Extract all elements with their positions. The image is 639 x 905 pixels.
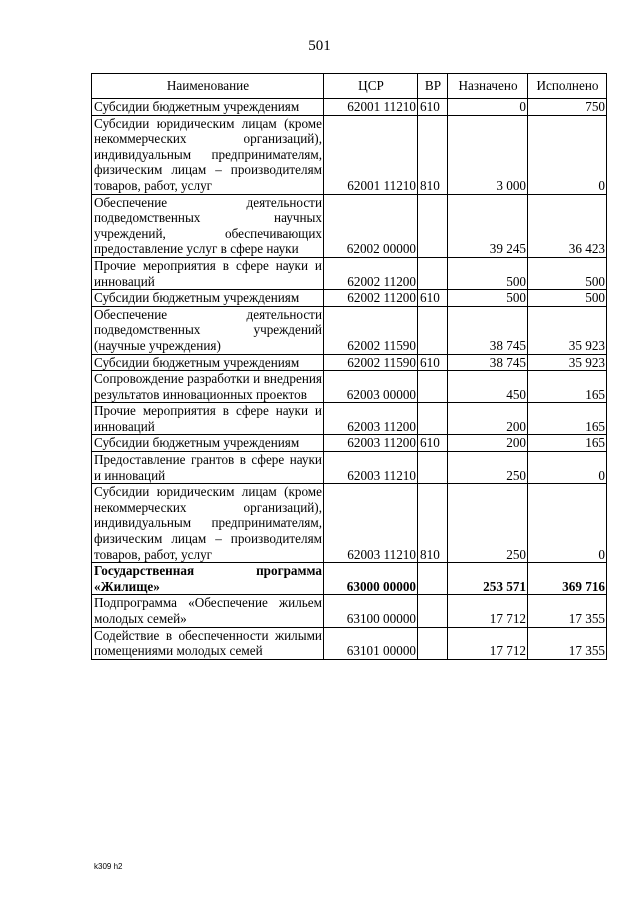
cell-executed: 165	[528, 403, 607, 435]
table-row	[92, 627, 607, 659]
table-row	[92, 306, 607, 354]
cell-executed: 17 355	[528, 627, 607, 659]
cell-executed: 165	[528, 435, 607, 452]
cell-name: Прочие мероприятия в сфере науки и инноваций	[92, 403, 324, 435]
cell-assigned: 450	[448, 371, 528, 403]
cell-vr	[418, 257, 448, 289]
cell-assigned: 500	[448, 290, 528, 307]
cell-csr: 63100 00000	[324, 595, 418, 627]
cell-csr: 62003 00000	[324, 371, 418, 403]
cell-csr: 63000 00000	[324, 563, 418, 595]
cell-assigned: 500	[448, 257, 528, 289]
cell-name: Субсидии бюджетным учреждениям	[92, 354, 324, 371]
cell-assigned: 250	[448, 452, 528, 484]
cell-csr: 62002 11590	[324, 306, 418, 354]
cell-assigned: 39 245	[448, 194, 528, 257]
table-row	[92, 257, 607, 289]
table-row	[92, 354, 607, 371]
cell-assigned: 200	[448, 403, 528, 435]
cell-executed: 750	[528, 99, 607, 116]
cell-csr: 62003 11200	[324, 435, 418, 452]
cell-name: Подпрограмма «Обеспечение жильем молодых семей»	[92, 595, 324, 627]
table-row	[92, 563, 607, 595]
header-assigned: Назначено	[448, 74, 528, 99]
cell-executed: 35 923	[528, 306, 607, 354]
header-vr: ВР	[418, 74, 448, 99]
cell-assigned: 250	[448, 484, 528, 563]
cell-csr: 62003 11210	[324, 452, 418, 484]
cell-name: Субсидии бюджетным учреждениям	[92, 290, 324, 307]
cell-name: Прочие мероприятия в сфере науки и инноваций	[92, 257, 324, 289]
table-row	[92, 403, 607, 435]
table-row	[92, 290, 607, 307]
cell-name: Субсидии юридическим лицам (кроме некоммерческих организаций), индивидуальным предпринимателям, физическим лицам – производителям товаров, работ, услуг	[92, 115, 324, 194]
header-executed: Исполнено	[528, 74, 607, 99]
cell-vr: 610	[418, 290, 448, 307]
table-row	[92, 194, 607, 257]
cell-csr: 62002 11200	[324, 290, 418, 307]
table-row	[92, 115, 607, 194]
cell-assigned: 17 712	[448, 627, 528, 659]
page-number: 501	[308, 38, 331, 54]
cell-assigned: 200	[448, 435, 528, 452]
cell-assigned: 17 712	[448, 595, 528, 627]
cell-csr: 63101 00000	[324, 627, 418, 659]
header-name: Наименование	[92, 74, 324, 99]
budget-table	[91, 73, 607, 660]
cell-assigned: 38 745	[448, 306, 528, 354]
table-row	[92, 435, 607, 452]
cell-vr	[418, 452, 448, 484]
cell-csr: 62002 11200	[324, 257, 418, 289]
cell-vr	[418, 306, 448, 354]
cell-vr	[418, 371, 448, 403]
cell-vr	[418, 563, 448, 595]
table-row	[92, 452, 607, 484]
cell-executed: 0	[528, 452, 607, 484]
table-row	[92, 595, 607, 627]
table-row	[92, 99, 607, 116]
cell-executed: 165	[528, 371, 607, 403]
cell-executed: 35 923	[528, 354, 607, 371]
table-header-row	[92, 74, 607, 99]
cell-vr: 610	[418, 99, 448, 116]
cell-vr	[418, 194, 448, 257]
footer-code: k309 h2	[94, 862, 123, 871]
cell-vr	[418, 595, 448, 627]
cell-assigned: 253 571	[448, 563, 528, 595]
table-row	[92, 484, 607, 563]
cell-name: Сопровождение разработки и внедрения результатов инновационных проектов	[92, 371, 324, 403]
cell-executed: 0	[528, 484, 607, 563]
cell-executed: 369 716	[528, 563, 607, 595]
cell-vr: 610	[418, 354, 448, 371]
cell-executed: 500	[528, 257, 607, 289]
table-body	[92, 99, 607, 660]
cell-name: Предоставление грантов в сфере науки и инноваций	[92, 452, 324, 484]
cell-name: Субсидии бюджетным учреждениям	[92, 99, 324, 116]
cell-vr: 810	[418, 115, 448, 194]
cell-vr	[418, 403, 448, 435]
cell-executed: 17 355	[528, 595, 607, 627]
cell-executed: 500	[528, 290, 607, 307]
cell-vr: 610	[418, 435, 448, 452]
cell-name: Субсидии бюджетным учреждениям	[92, 435, 324, 452]
header-csr: ЦСР	[324, 74, 418, 99]
cell-vr: 810	[418, 484, 448, 563]
cell-assigned: 0	[448, 99, 528, 116]
cell-name: Субсидии юридическим лицам (кроме некоммерческих организаций), индивидуальным предпринимателям, физическим лицам – производителям товаров, работ, услуг	[92, 484, 324, 563]
cell-executed: 0	[528, 115, 607, 194]
cell-name: Содействие в обеспеченности жилыми помещениями молодых семей	[92, 627, 324, 659]
cell-csr: 62001 11210	[324, 115, 418, 194]
cell-assigned: 38 745	[448, 354, 528, 371]
cell-executed: 36 423	[528, 194, 607, 257]
cell-name: Государственная программа «Жилище»	[92, 563, 324, 595]
cell-assigned: 3 000	[448, 115, 528, 194]
cell-name: Обеспечение деятельности подведомственных научных учреждений, обеспечивающих предоставление услуг в сфере науки	[92, 194, 324, 257]
table-row	[92, 371, 607, 403]
cell-csr: 62002 00000	[324, 194, 418, 257]
cell-vr	[418, 627, 448, 659]
cell-csr: 62001 11210	[324, 99, 418, 116]
cell-csr: 62002 11590	[324, 354, 418, 371]
cell-csr: 62003 11200	[324, 403, 418, 435]
cell-csr: 62003 11210	[324, 484, 418, 563]
cell-name: Обеспечение деятельности подведомственных учреждений (научные учреждения)	[92, 306, 324, 354]
